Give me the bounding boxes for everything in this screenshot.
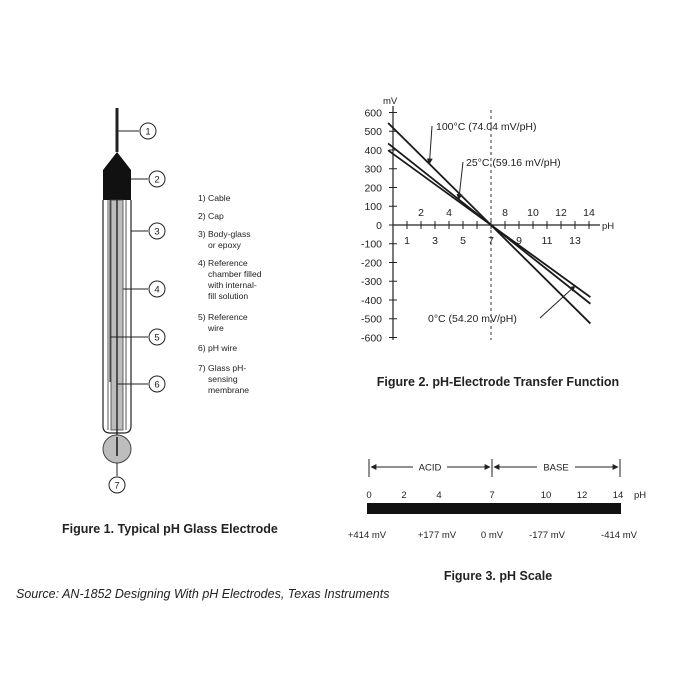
- source-citation: Source: AN-1852 Designing With pH Electrodes, Texas Instruments: [16, 587, 390, 601]
- y-tick-label: 400: [364, 144, 382, 157]
- legend-ref-wire-1: 5) Reference: [198, 312, 248, 322]
- x-tick-label-upper: 12: [555, 207, 567, 219]
- ph-scale-unit: pH: [634, 490, 647, 501]
- y-tick-label: -200: [360, 257, 382, 270]
- callout-3: [149, 223, 165, 239]
- legend-body-2: or epoxy: [208, 240, 241, 250]
- label-leader: [459, 162, 463, 199]
- mv-label-base-mid: -177 mV: [529, 530, 565, 541]
- mv-label-acid-mid: +177 mV: [417, 530, 457, 541]
- cap: [103, 152, 131, 200]
- callout-7: [109, 477, 125, 493]
- ph-tick-7: 7: [489, 490, 495, 501]
- svg-text:6: 6: [154, 379, 160, 391]
- x-tick-label-upper: 10: [527, 207, 539, 219]
- base-label: BASE: [543, 462, 569, 474]
- x-tick-label-lower: 3: [432, 235, 438, 247]
- legend-membrane-3: membrane: [208, 385, 250, 395]
- figure1-electrode: [62, 108, 278, 536]
- legend-reference-3: with internal-: [208, 280, 257, 290]
- figure2-chart: [361, 96, 619, 389]
- svg-text:7: 7: [114, 480, 120, 492]
- legend-cap: 2) Cap: [198, 211, 224, 221]
- figure1-caption: Figure 1. Typical pH Glass Electrode: [62, 522, 278, 536]
- x-unit-label: pH: [602, 221, 615, 232]
- x-tick-label-lower: 7: [488, 235, 494, 247]
- legend-reference-4: fill solution: [208, 291, 249, 301]
- figure3-ph-scale: [348, 459, 646, 583]
- ph-tick-0: 0: [366, 490, 372, 501]
- svg-text:4: 4: [154, 284, 160, 296]
- x-tick-label-upper: 4: [446, 207, 452, 219]
- ph-tick-14: 14: [612, 490, 624, 501]
- legend-ref-wire-2: wire: [208, 323, 224, 333]
- y-tick-label: 300: [364, 163, 382, 176]
- legend-cable: 1) Cable: [198, 193, 231, 203]
- callout-6: [149, 376, 165, 392]
- mv-label-neutral: 0 mV: [480, 530, 504, 541]
- ph-tick-12: 12: [576, 490, 588, 501]
- callout-4: [149, 281, 165, 297]
- y-tick-label: -400: [360, 294, 382, 307]
- legend-membrane-1: 7) Glass pH-: [198, 363, 247, 373]
- legend-reference-1: 4) Reference: [198, 258, 248, 268]
- legend-membrane-2: sensing: [208, 374, 238, 384]
- line-label-0c: 0°C (54.20 mV/pH): [428, 313, 517, 325]
- y-tick-label: 500: [364, 126, 382, 139]
- y-tick-label: -300: [360, 276, 382, 289]
- svg-text:1: 1: [145, 126, 151, 138]
- legend-body-1: 3) Body-glass: [198, 229, 251, 239]
- ph-tick-4: 4: [436, 490, 442, 501]
- callout-5: [149, 329, 165, 345]
- callout-2: [149, 171, 165, 187]
- x-tick-label-upper: 8: [502, 207, 508, 219]
- y-tick-label: -500: [360, 313, 382, 326]
- figure2-caption: Figure 2. pH-Electrode Transfer Function: [376, 375, 620, 389]
- x-tick-label-lower: 9: [516, 235, 522, 247]
- legend-reference-2: chamber filled: [208, 269, 262, 279]
- y-tick-label: 600: [364, 107, 382, 120]
- line-label-100c: 100°C (74.04 mV/pH): [436, 121, 537, 133]
- y-tick-label: 100: [364, 201, 382, 214]
- y-tick-label: -100: [360, 238, 382, 251]
- x-tick-label-lower: 1: [404, 235, 410, 247]
- x-tick-label-upper: 14: [583, 207, 595, 219]
- svg-text:2: 2: [154, 174, 160, 186]
- callout-1: [140, 123, 156, 139]
- mv-label-acid-max: +414 mV: [347, 530, 387, 541]
- mv-label-base-max: -414 mV: [601, 530, 637, 541]
- acid-label: ACID: [418, 462, 442, 474]
- electrode-legend: [198, 193, 262, 395]
- legend-ph-wire: 6) pH wire: [198, 343, 238, 353]
- y-tick-label: 200: [364, 182, 382, 195]
- y-tick-label: 0: [376, 219, 382, 232]
- ph-tick-10: 10: [540, 490, 552, 501]
- ph-scale-bar: [367, 503, 621, 514]
- x-tick-label-lower: 5: [460, 235, 466, 247]
- y-unit-label: mV: [383, 96, 398, 107]
- y-tick-label: -600: [360, 332, 382, 345]
- series-line: [388, 150, 590, 297]
- line-label-25c: 25°C (59.16 mV/pH): [466, 157, 561, 169]
- svg-text:3: 3: [154, 226, 160, 238]
- svg-text:5: 5: [154, 332, 160, 344]
- figure3-caption: Figure 3. pH Scale: [443, 569, 553, 583]
- x-tick-label-lower: 11: [541, 235, 553, 247]
- x-tick-label-lower: 13: [569, 235, 581, 247]
- label-leader: [429, 126, 432, 164]
- ph-tick-2: 2: [401, 490, 407, 501]
- x-tick-label-upper: 2: [418, 207, 424, 219]
